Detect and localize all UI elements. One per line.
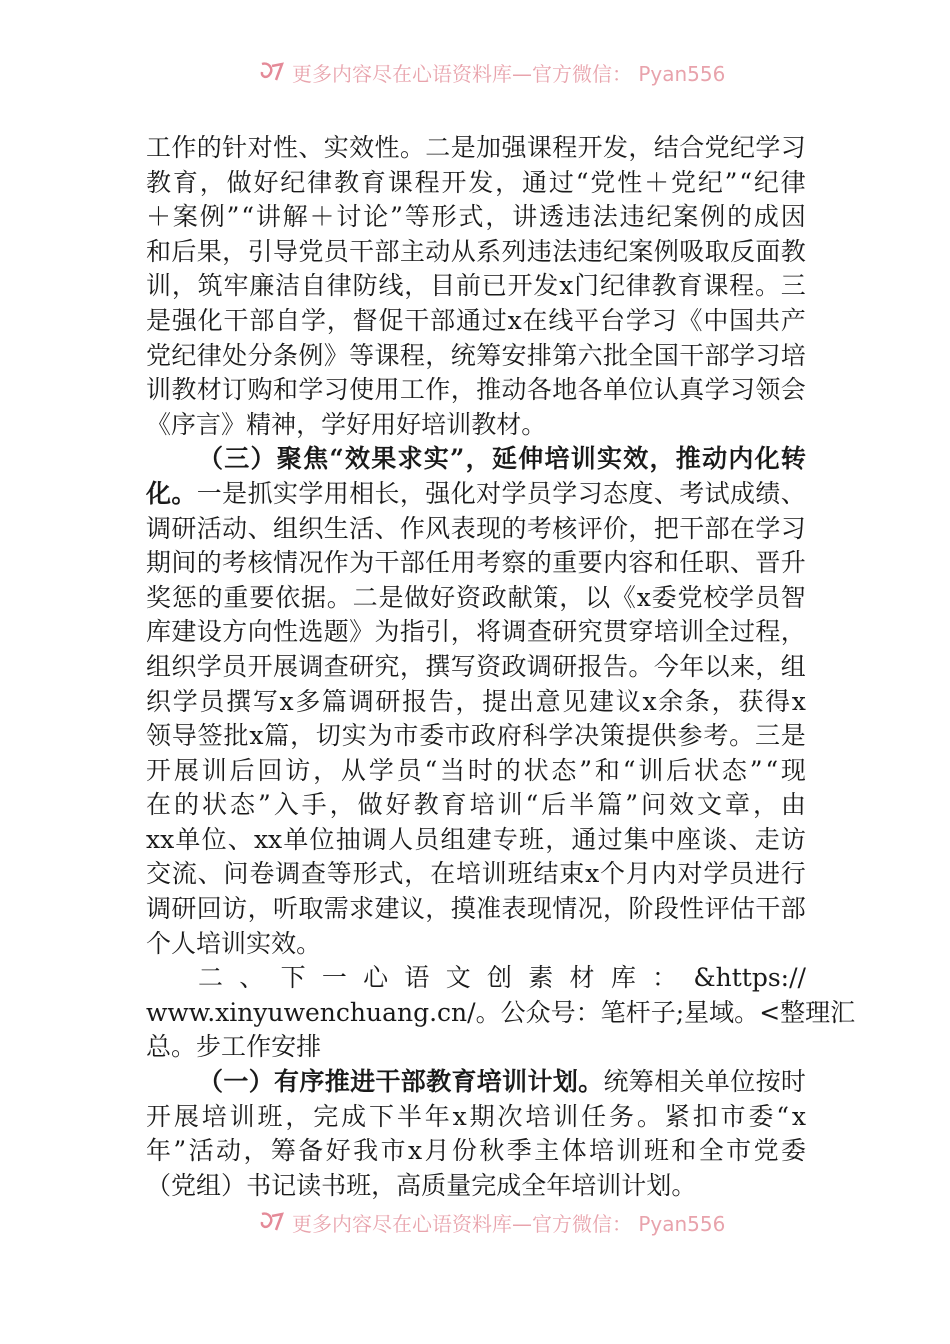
text-line: 和 后 果 ， 引 导 党 员 干 部 主 动 从 系 列 违 法 违 纪 案 例 吸 取 反 面 教 bbox=[146, 236, 806, 266]
text-line: 组 织 学 员 开 展 调 查 研 究 ， 撰 写 资 政 调 研 报 告 。 今 年 以 来 ， 组 bbox=[146, 651, 806, 681]
text-line: 调 研 活 动 、 组 织 生 活 、 作 风 表 现 的 考 核 评 价 ， 把 干 部 在 学 习 bbox=[146, 513, 806, 543]
text-line: （ 三 ） 聚 焦 “ 效 果 求 实 ” ， 延 伸 培 训 实 效 ， 推 动 内 化 转 bbox=[198, 444, 806, 474]
text-line: 训 教 材 订 购 和 学 习 使 用 工 作 ， 推 动 各 地 各 单 位 认 真 学 习 领 会 bbox=[146, 375, 806, 405]
text-line: 开 展 训 后 回 访 ， 从 学 员 “ 当 时 的 状 态 ” 和 “ 训 后 状 态 ” “ 现 bbox=[146, 755, 806, 785]
text-line: 总 。 步 工 作 安 排 bbox=[146, 1032, 322, 1062]
document-body bbox=[146, 131, 856, 1203]
text-line: 化 。 一 是 抓 实 学 用 相 长 ， 强 化 对 学 员 学 习 态 度 、 考 试 成 绩 、 bbox=[146, 478, 806, 508]
text-line: 在 的 状 态 ” 入 手 ， 做 好 教 育 培 训 “ 后 半 篇 ” 问 效 文 章 ， 由 bbox=[146, 790, 806, 820]
text-line: 二 、 下 一 心 语 文 创 素 材 库 ： &https:// bbox=[198, 963, 806, 993]
text-line: 调 研 回 访 ， 听 取 需 求 建 议 ， 摸 准 表 现 情 况 ， 阶 段 性 评 估 干 部 bbox=[146, 894, 806, 924]
text-line: 开 展 培 训 班 ， 完 成 下 半 年 x 期 次 培 训 任 务 。 紧 扣 市 委 “ x bbox=[146, 1101, 806, 1131]
text-line: 库 建 设 方 向 性 选 题 》 为 指 引 ， 将 调 查 研 究 贯 穿 培 训 全 过 程 ， bbox=[146, 617, 806, 647]
text-line: ＋ 案 例 ” “ 讲 解 ＋ 讨 论 ” 等 形 式 ， 讲 透 违 法 违 纪 案 例 的 成 因 bbox=[146, 202, 806, 232]
logo-icon bbox=[258, 1210, 288, 1234]
text-line: 《 序 言 》 精 神 ， 学 好 用 好 培 训 教 材 。 bbox=[146, 409, 547, 439]
text-line: 领 导 签 批 x 篇 ， 切 实 为 市 委 市 政 府 科 学 决 策 提 供 参 考 。 三 是 bbox=[146, 721, 806, 751]
text-line: xx 单 位 、 xx 单 位 抽 调 人 员 组 建 专 班 ， 通 过 集 中 座 谈 、 走 访 bbox=[146, 824, 806, 854]
logo-icon bbox=[258, 60, 288, 84]
watermark-text: 更多内容尽在心语资料库—官方微信： Pyan556 bbox=[292, 1211, 726, 1236]
watermark-text: 更多内容尽在心语资料库—官方微信： Pyan556 bbox=[292, 61, 726, 86]
text-line: 党 纪 律 处 分 条 例 》 等 课 程 ， 统 筹 安 排 第 六 批 全 国 干 部 学 习 培 bbox=[146, 340, 806, 370]
text-line: www.xinyuwenchuang.cn/ 。 公 众 号 ： 笔 杆 子 ; 星 域 。 < 整 理 汇 bbox=[146, 997, 856, 1027]
text-line: 个 人 培 训 实 效 。 bbox=[146, 928, 322, 958]
text-line: 教 育 ， 做 好 纪 律 教 育 课 程 开 发 ， 通 过 “ 党 性 ＋ 党 纪 ” “ 纪 律 bbox=[146, 167, 806, 197]
text-line: （ 党 组 ） 书 记 读 书 班 ， 高 质 量 完 成 全 年 培 训 计 划 。 bbox=[146, 1170, 697, 1200]
text-line: 是 强 化 干 部 自 学 ， 督 促 干 部 通 过 x 在 线 平 台 学 习 《 中 国 共 产 bbox=[146, 305, 806, 335]
text-line: （ 一 ） 有 序 推 进 干 部 教 育 培 训 计 划 。 统 筹 相 关 单 位 按 时 bbox=[198, 1067, 806, 1097]
text-line: 奖 惩 的 重 要 依 据 。 二 是 做 好 资 政 献 策 ， 以 《 x 委 党 校 学 员 智 bbox=[146, 582, 806, 612]
text-line: 期 间 的 考 核 情 况 作 为 干 部 任 用 考 察 的 重 要 内 容 和 任 职 、 晋 升 bbox=[146, 548, 806, 578]
text-line: 工 作 的 针 对 性 、 实 效 性 。 二 是 加 强 课 程 开 发 ， 结 合 党 纪 学 习 bbox=[146, 133, 806, 162]
text-line: 织 学 员 撰 写 x 多 篇 调 研 报 告 ， 提 出 意 见 建 议 x 余 条 ， 获 得 x bbox=[146, 686, 806, 716]
text-line: 年 ” 活 动 ， 筹 备 好 我 市 x 月 份 秋 季 主 体 培 训 班 和 全 市 党 委 bbox=[146, 1136, 806, 1166]
watermark-header bbox=[258, 58, 728, 86]
text-line: 交 流 、 问 卷 调 查 等 形 式 ， 在 培 训 班 结 束 x 个 月 内 对 学 员 进 行 bbox=[146, 859, 806, 889]
watermark-footer bbox=[258, 1208, 728, 1236]
text-line: 训 ， 筑 牢 廉 洁 自 律 防 线 ， 目 前 已 开 发 x 门 纪 律 教 育 课 程 。 三 bbox=[146, 271, 806, 301]
